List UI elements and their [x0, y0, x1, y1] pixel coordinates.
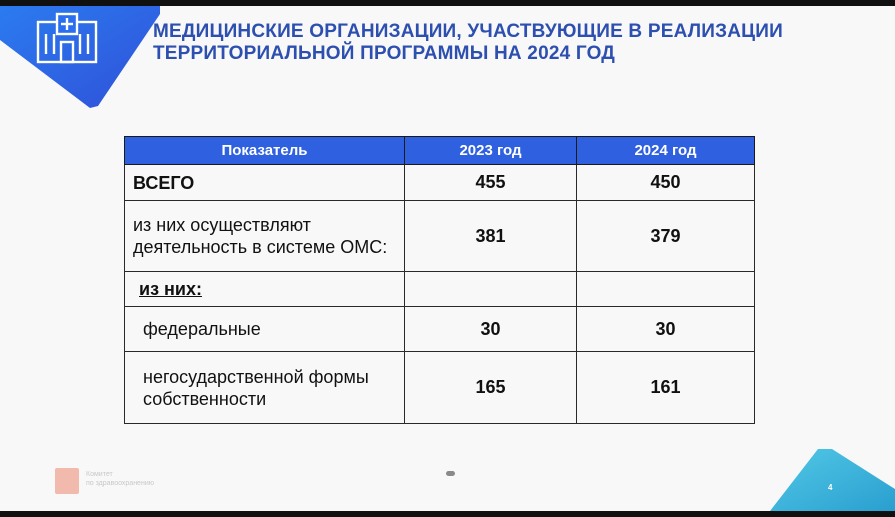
bottom-frame-bar [0, 511, 895, 517]
cell-2023: 165 [405, 352, 577, 424]
row-label-federal: федеральные [125, 307, 405, 352]
table-header-row [125, 137, 755, 165]
indicators-table-container [124, 136, 754, 424]
table-row [125, 272, 755, 307]
cell-2023 [405, 272, 577, 307]
cell-2023: 381 [405, 201, 577, 272]
cell-2024: 379 [577, 201, 755, 272]
cell-2023: 455 [405, 165, 577, 201]
column-header-2024: 2024 год [577, 137, 755, 165]
cell-2023: 30 [405, 307, 577, 352]
corner-logo [0, 6, 160, 108]
slide-title [153, 21, 853, 65]
footer-caption [86, 470, 154, 488]
row-label-non-state: негосударственной формы собственности [125, 352, 405, 424]
table-row [125, 307, 755, 352]
cell-2024: 30 [577, 307, 755, 352]
footer-line-2: по здравоохранению [86, 480, 154, 487]
committee-logo-icon [55, 468, 79, 494]
title-line-1: МЕДИЦИНСКИЕ ОРГАНИЗАЦИИ, УЧАСТВУЮЩИЕ В РЕАЛИЗАЦИИ [153, 21, 783, 42]
slide-indicator-dot [446, 471, 455, 476]
cell-2024: 450 [577, 165, 755, 201]
column-header-indicator: Показатель [125, 137, 405, 165]
page-corner-decoration [770, 449, 895, 511]
table-row [125, 352, 755, 424]
title-line-2: ТЕРРИТОРИАЛЬНОЙ ПРОГРАММЫ НА 2024 ГОД [153, 43, 616, 64]
cell-2024: 161 [577, 352, 755, 424]
footer-line-1: Комитет [86, 471, 113, 478]
table-row [125, 201, 755, 272]
row-label-total: ВСЕГО [125, 165, 405, 201]
column-header-2023: 2023 год [405, 137, 577, 165]
indicators-table [124, 136, 755, 424]
row-label-oms: из них осуществляют деятельность в системе ОМС: [125, 201, 405, 272]
table-row [125, 165, 755, 201]
page-number: 4 [828, 483, 833, 492]
cell-2024 [577, 272, 755, 307]
row-label-subheading: из них: [125, 272, 405, 307]
